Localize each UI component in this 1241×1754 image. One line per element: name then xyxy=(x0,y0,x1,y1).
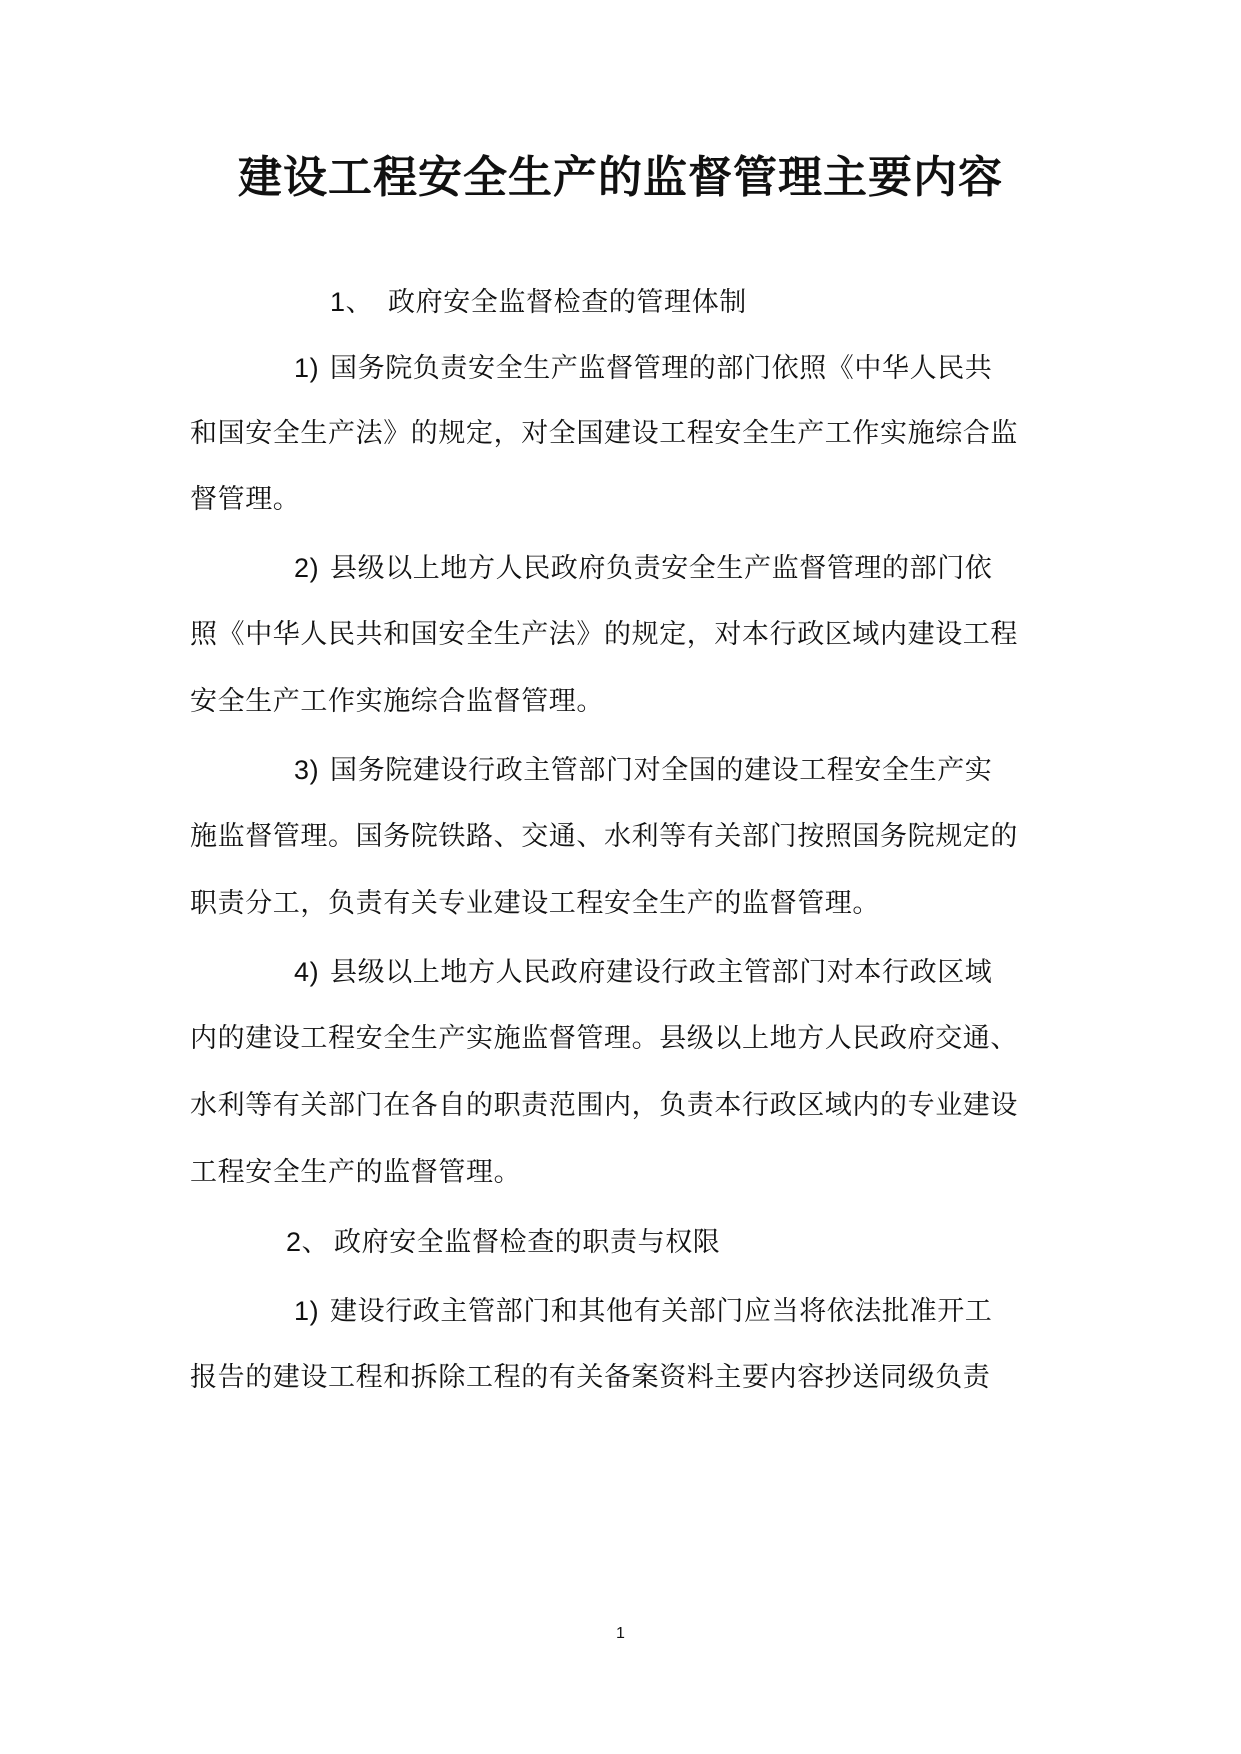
paragraph-line: 施监督管理。国务院铁路、交通、水利等有关部门按照国务院规定的 xyxy=(190,821,1018,852)
section-heading xyxy=(286,1222,720,1263)
paragraph-text: 国务院负责安全生产监督管理的部门依照《中华人民共 xyxy=(330,353,993,384)
paragraph-line xyxy=(294,1291,992,1332)
paragraph-line: 督管理。 xyxy=(190,484,301,515)
item-number: 1) xyxy=(294,353,320,383)
paragraph-line: 内的建设工程安全生产实施监督管理。县级以上地方人民政府交通、 xyxy=(190,1023,1018,1054)
section-heading xyxy=(330,282,747,323)
paragraph-line xyxy=(294,548,992,589)
item-number: 1) xyxy=(294,1296,320,1326)
document-title: 建设工程安全生产的监督管理主要内容 xyxy=(238,152,1003,203)
item-number: 4) xyxy=(294,957,320,987)
section-heading-text: 政府安全监督检查的管理体制 xyxy=(388,287,747,318)
paragraph-line: 安全生产工作实施综合监督管理。 xyxy=(190,686,604,717)
paragraph-line: 工程安全生产的监督管理。 xyxy=(190,1157,522,1188)
paragraph-line: 报告的建设工程和拆除工程的有关备案资料主要内容抄送同级负责 xyxy=(190,1362,991,1393)
paragraph-line xyxy=(294,952,992,993)
page-number: 1 xyxy=(616,1625,625,1642)
paragraph-line: 职责分工，负责有关专业建设工程安全生产的监督管理。 xyxy=(190,888,880,919)
item-number: 2) xyxy=(294,553,320,583)
paragraph-line: 照《中华人民共和国安全生产法》的规定，对本行政区域内建设工程 xyxy=(190,619,1018,650)
paragraph-text: 国务院建设行政主管部门对全国的建设工程安全生产实 xyxy=(330,755,993,786)
section-number: 2、 xyxy=(286,1227,330,1257)
paragraph-line: 水利等有关部门在各自的职责范围内，负责本行政区域内的专业建设 xyxy=(190,1090,1018,1121)
paragraph-text: 建设行政主管部门和其他有关部门应当将依法批准开工 xyxy=(330,1296,993,1327)
paragraph-line xyxy=(294,348,992,389)
section-heading-text: 政府安全监督检查的职责与权限 xyxy=(334,1227,721,1258)
item-number: 3) xyxy=(294,755,320,785)
section-number: 1、 xyxy=(330,287,374,317)
paragraph-line xyxy=(294,750,992,791)
paragraph-line: 和国安全生产法》的规定，对全国建设工程安全生产工作实施综合监 xyxy=(190,418,1018,449)
paragraph-text: 县级以上地方人民政府负责安全生产监督管理的部门依 xyxy=(330,553,993,584)
paragraph-text: 县级以上地方人民政府建设行政主管部门对本行政区域 xyxy=(330,957,993,988)
